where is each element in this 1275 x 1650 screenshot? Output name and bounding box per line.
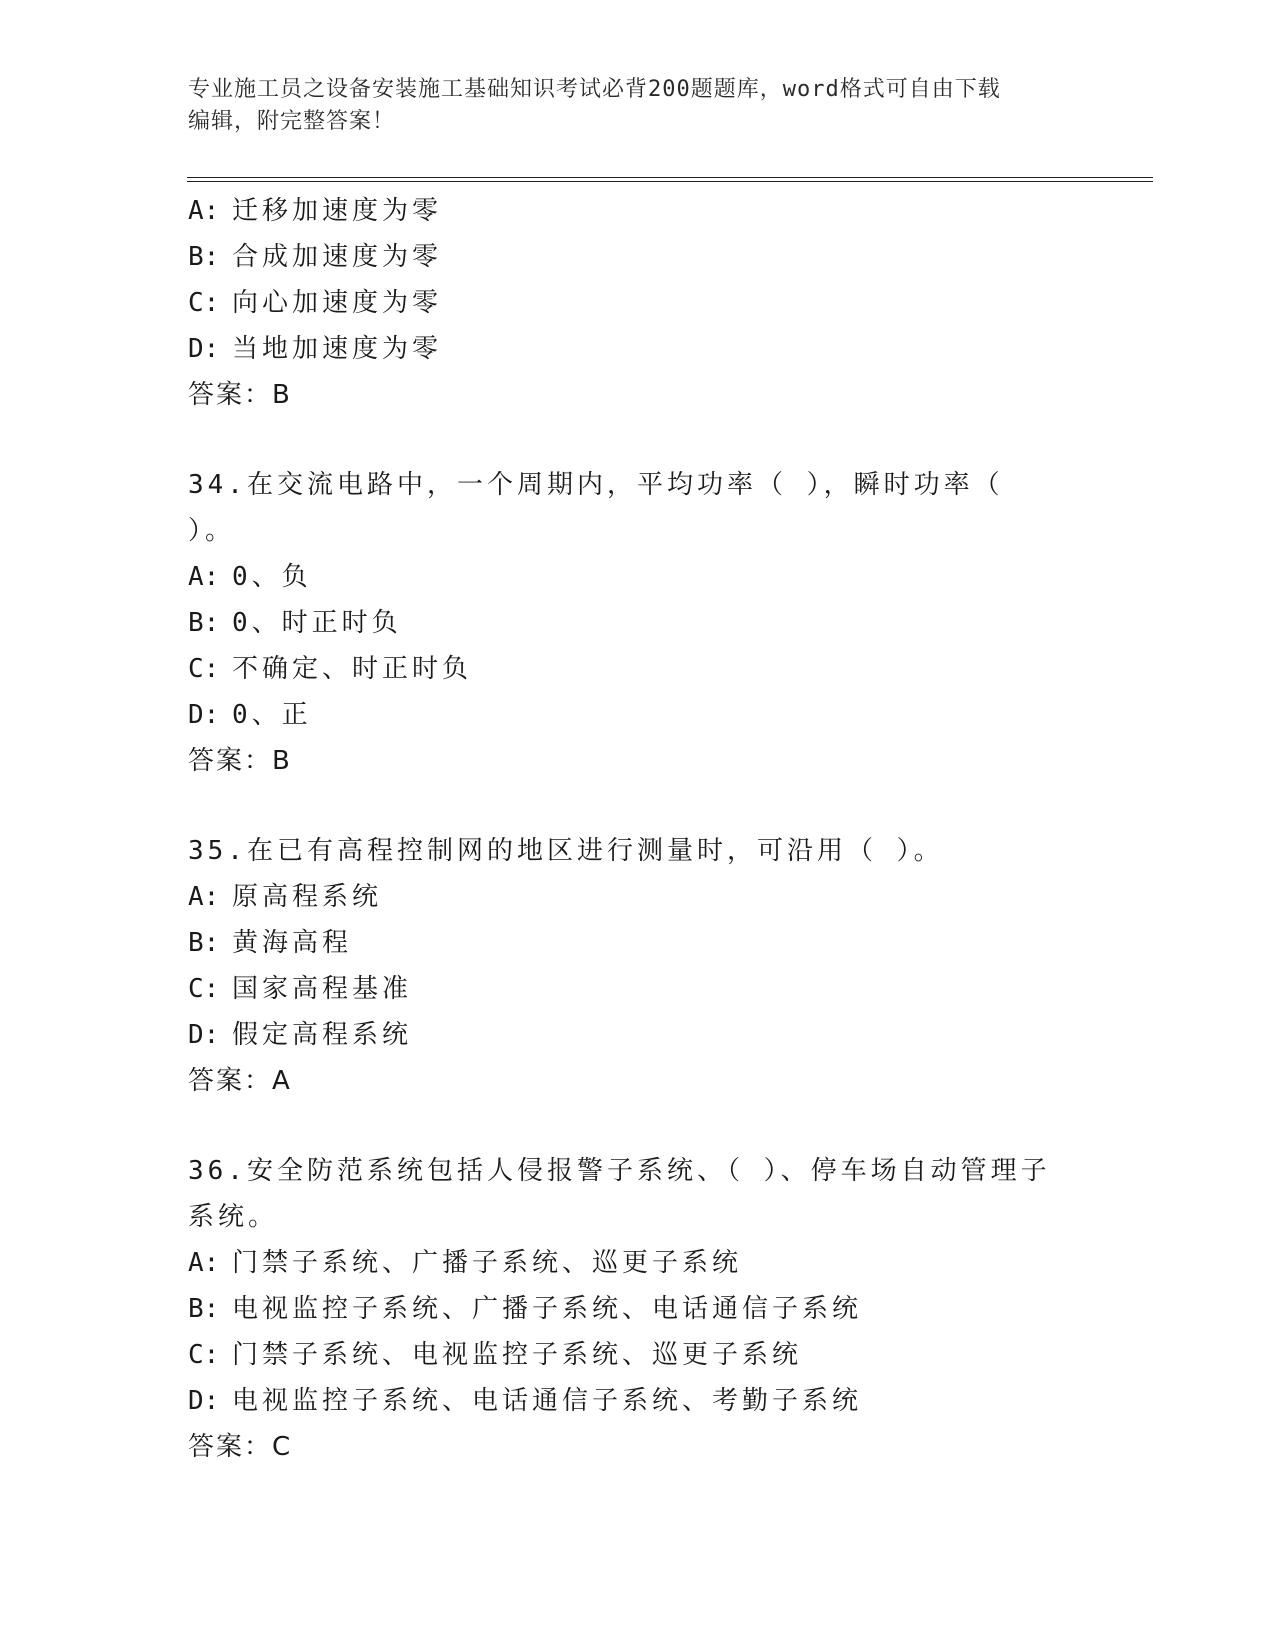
answer: 答案：C (188, 1432, 293, 1462)
option-c: C: 门禁子系统、电视监控子系统、巡更子系统 (188, 1340, 803, 1370)
header-line-1: 专业施工员之设备安装施工基础知识考试必背200题题库，word格式可自由下载 (188, 77, 1001, 102)
option-b: B: 电视监控子系统、广播子系统、电话通信子系统 (188, 1294, 863, 1324)
option-d: D: 当地加速度为零 (188, 334, 443, 364)
answer: 答案：A (188, 1066, 292, 1096)
option-a: A: 门禁子系统、广播子系统、巡更子系统 (188, 1248, 743, 1278)
question-text: 35.在已有高程控制网的地区进行测量时，可沿用（ ）。 (188, 836, 944, 866)
option-d: D: 0、正 (188, 700, 312, 730)
question-list (188, 188, 1088, 1470)
option-d: D: 假定高程系统 (188, 1020, 413, 1050)
option-b: B: 合成加速度为零 (188, 242, 443, 272)
option-c: C: 向心加速度为零 (188, 288, 443, 318)
option-b: B: 0、时正时负 (188, 608, 402, 638)
question-text: 36.安全防范系统包括人侵报警子系统、（ ）、停车场自动管理子系统。 (188, 1156, 1051, 1232)
option-d: D: 电视监控子系统、电话通信子系统、考勤子系统 (188, 1386, 863, 1416)
header-line-2: 编辑，附完整答案！ (188, 109, 396, 134)
header-rule-top (187, 177, 1153, 178)
question-35-block (188, 828, 1088, 1104)
question-33-block (188, 188, 1088, 418)
question-34-block (188, 462, 1088, 784)
option-a: A: 原高程系统 (188, 882, 383, 912)
option-c: C: 国家高程基准 (188, 974, 413, 1004)
document-header (188, 74, 1068, 138)
option-a: A: 0、负 (188, 562, 312, 592)
header-rule-bottom (187, 181, 1153, 182)
question-text: 34.在交流电路中，一个周期内，平均功率（ ），瞬时功率（ ）。 (188, 470, 1004, 546)
question-36-block (188, 1148, 1088, 1470)
option-b: B: 黄海高程 (188, 928, 353, 958)
option-c: C: 不确定、时正时负 (188, 654, 473, 684)
option-a: A: 迁移加速度为零 (188, 196, 443, 226)
answer: 答案：B (188, 746, 292, 776)
answer: 答案：B (188, 380, 292, 410)
